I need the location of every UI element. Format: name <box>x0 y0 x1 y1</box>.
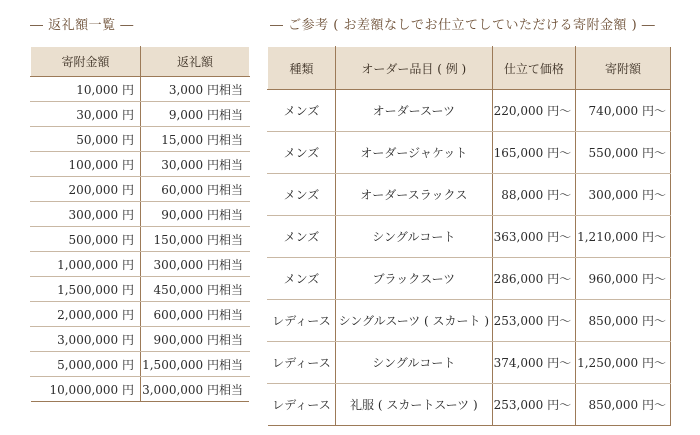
column-header-donation: 寄附金額 <box>31 47 141 77</box>
price-cell: 165,000 円〜 <box>492 132 575 174</box>
price-cell: 374,000 円〜 <box>492 342 575 384</box>
table-row <box>268 174 671 216</box>
column-header-item: オーダー品目 ( 例 ) <box>336 47 493 90</box>
donation-cell: 1,000,000 円 <box>31 252 141 277</box>
item-cell: シングルコート <box>336 216 493 258</box>
gift-list-title: ― 返礼額一覧 ― <box>30 18 134 33</box>
gift-cell: 60,000 円相当 <box>141 177 250 202</box>
gift-cell: 900,000 円相当 <box>141 327 250 352</box>
category-cell: メンズ <box>268 174 336 216</box>
donation-cell: 3,000,000 円 <box>31 327 141 352</box>
gift-cell: 90,000 円相当 <box>141 202 250 227</box>
table-row <box>31 327 250 352</box>
table-row <box>31 102 250 127</box>
gift-cell: 3,000,000 円相当 <box>141 377 250 402</box>
donation-cell: 100,000 円 <box>31 152 141 177</box>
column-header-gift: 返礼額 <box>141 47 250 77</box>
gift-amount-table <box>30 46 250 402</box>
donation-cell: 1,210,000 円〜 <box>576 216 671 258</box>
donation-cell: 500,000 円 <box>31 227 141 252</box>
table-row <box>31 152 250 177</box>
table-row <box>31 127 250 152</box>
gift-cell: 150,000 円相当 <box>141 227 250 252</box>
donation-cell: 300,000 円 <box>31 202 141 227</box>
gift-cell: 9,000 円相当 <box>141 102 250 127</box>
category-cell: メンズ <box>268 216 336 258</box>
category-cell: レディース <box>268 384 336 426</box>
donation-cell: 5,000,000 円 <box>31 352 141 377</box>
gift-cell: 600,000 円相当 <box>141 302 250 327</box>
category-cell: メンズ <box>268 132 336 174</box>
table-row <box>31 302 250 327</box>
donation-cell: 1,500,000 円 <box>31 277 141 302</box>
item-cell: オーダージャケット <box>336 132 493 174</box>
donation-cell: 960,000 円〜 <box>576 258 671 300</box>
column-header-donation: 寄附額 <box>576 47 671 90</box>
donation-cell: 740,000 円〜 <box>576 90 671 132</box>
donation-cell: 550,000 円〜 <box>576 132 671 174</box>
item-cell: シングルコート <box>336 342 493 384</box>
table-row <box>268 384 671 426</box>
table-header-row <box>31 47 250 77</box>
donation-cell: 850,000 円〜 <box>576 300 671 342</box>
item-cell: ブラックスーツ <box>336 258 493 300</box>
table-row <box>268 342 671 384</box>
donation-cell: 30,000 円 <box>31 102 141 127</box>
item-cell: 礼服 ( スカートスーツ ) <box>336 384 493 426</box>
price-cell: 363,000 円〜 <box>492 216 575 258</box>
reference-title: ― ご参考 ( お差額なしでお仕立てしていただける寄附金額 ) ― <box>270 18 656 33</box>
gift-cell: 300,000 円相当 <box>141 252 250 277</box>
gift-cell: 1,500,000 円相当 <box>141 352 250 377</box>
gift-cell: 30,000 円相当 <box>141 152 250 177</box>
item-cell: オーダースラックス <box>336 174 493 216</box>
donation-cell: 300,000 円〜 <box>576 174 671 216</box>
price-cell: 286,000 円〜 <box>492 258 575 300</box>
category-cell: メンズ <box>268 258 336 300</box>
gift-cell: 3,000 円相当 <box>141 77 250 102</box>
gift-cell: 450,000 円相当 <box>141 277 250 302</box>
donation-cell: 10,000 円 <box>31 77 141 102</box>
price-cell: 220,000 円〜 <box>492 90 575 132</box>
table-row <box>31 227 250 252</box>
category-cell: メンズ <box>268 90 336 132</box>
column-header-category: 種類 <box>268 47 336 90</box>
table-row <box>31 277 250 302</box>
table-row <box>268 300 671 342</box>
table-row <box>268 132 671 174</box>
donation-cell: 2,000,000 円 <box>31 302 141 327</box>
table-row <box>31 352 250 377</box>
table-row <box>31 77 250 102</box>
table-row <box>31 202 250 227</box>
gift-cell: 15,000 円相当 <box>141 127 250 152</box>
donation-cell: 1,250,000 円〜 <box>576 342 671 384</box>
table-row <box>268 258 671 300</box>
table-row <box>31 177 250 202</box>
table-header-row <box>268 47 671 90</box>
price-cell: 253,000 円〜 <box>492 300 575 342</box>
table-row <box>268 90 671 132</box>
table-row <box>268 216 671 258</box>
donation-cell: 10,000,000 円 <box>31 377 141 402</box>
item-cell: シングルスーツ ( スカート ) <box>336 300 493 342</box>
table-row <box>31 252 250 277</box>
order-reference-table <box>267 46 671 426</box>
price-cell: 88,000 円〜 <box>492 174 575 216</box>
table-row <box>31 377 250 402</box>
donation-cell: 200,000 円 <box>31 177 141 202</box>
category-cell: レディース <box>268 342 336 384</box>
column-header-price: 仕立て価格 <box>492 47 575 90</box>
category-cell: レディース <box>268 300 336 342</box>
price-cell: 253,000 円〜 <box>492 384 575 426</box>
donation-cell: 850,000 円〜 <box>576 384 671 426</box>
item-cell: オーダースーツ <box>336 90 493 132</box>
donation-cell: 50,000 円 <box>31 127 141 152</box>
